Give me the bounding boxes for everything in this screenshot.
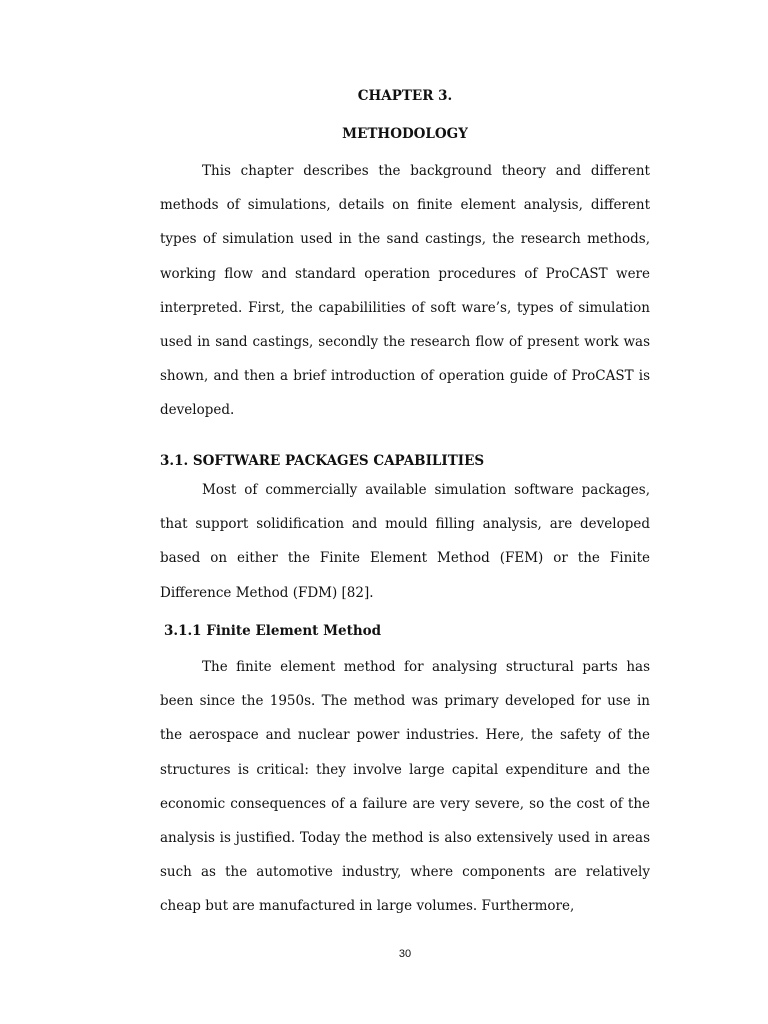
chapter-label: CHAPTER 3. xyxy=(357,88,453,104)
section-heading-3-1: 3.1. SOFTWARE PACKAGES CAPABILITIES xyxy=(160,453,485,469)
intro-paragraph: This chapter describes the background theory and different methods of simulations, details on finite element analysis, different types of simulation used in the sand castings, the research methods, working flow and standard operation procedures of ProCAST were interpreted. First, the capabililities of soft ware’s, types of simulation used in sand castings, secondly the research flow of present work was shown, and then a brief introduction of operation guide of ProCAST is developed. xyxy=(160,163,650,419)
page-number: 30 xyxy=(398,948,412,960)
section-3-1-paragraph: Most of commercially available simulation software packages, that support solidification and mould filling analysis, are developed based on either the Finite Element Method (FEM) or the Finite Difference Method (FDM) [82]. xyxy=(160,482,650,601)
section-3-1-1-paragraph: The finite element method for analysing structural parts has been since the 1950s. The method was primary developed for use in the aerospace and nuclear power industries. Here, the safety of the structures is critical: they involve large capital expenditure and the economic consequences of a failure are very severe, so the cost of the analysis is justified. Today the method is also extensively used in areas such as the automotive industry, where components are relatively cheap but are manufactured in large volumes. Furthermore, xyxy=(160,659,650,915)
section-heading-3-1-1: 3.1.1 Finite Element Method xyxy=(164,623,382,639)
chapter-title: METHODOLOGY xyxy=(342,126,468,142)
